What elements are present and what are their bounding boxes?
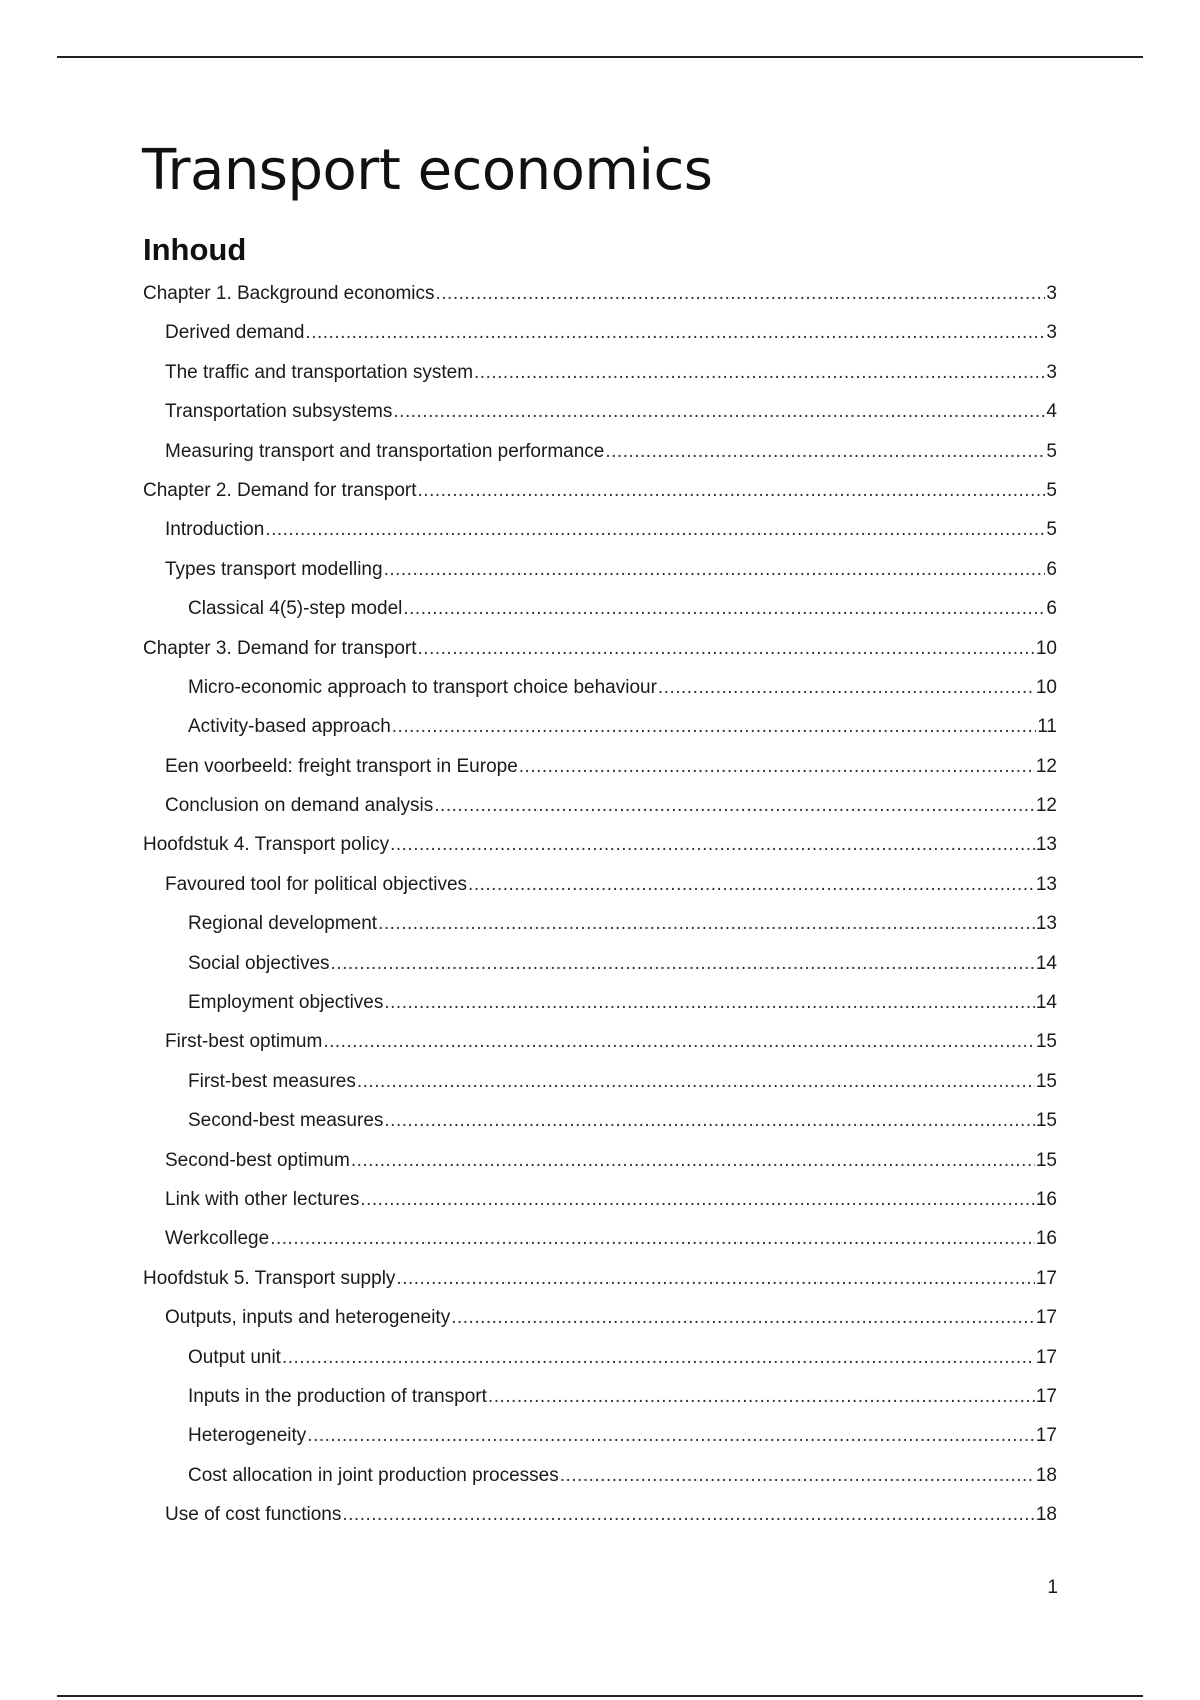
toc-entry-page: 17 xyxy=(1035,1346,1057,1368)
toc-entry-label: Hoofdstuk 5. Transport supply xyxy=(143,1267,396,1289)
toc-entry[interactable] xyxy=(143,559,1057,598)
toc-entry-page: 3 xyxy=(1046,283,1057,304)
toc-entry-page: 5 xyxy=(1046,440,1057,462)
toc-entry[interactable] xyxy=(143,1268,1057,1307)
toc-dot-leader xyxy=(436,283,1046,305)
toc-dot-leader xyxy=(323,1031,1035,1053)
toc-dot-leader xyxy=(357,1071,1035,1093)
toc-dot-leader xyxy=(282,1347,1035,1369)
toc-entry-page: 11 xyxy=(1037,716,1057,738)
table-of-contents xyxy=(143,283,1057,1544)
toc-dot-leader xyxy=(434,795,1035,817)
toc-dot-leader xyxy=(265,519,1045,541)
toc-dot-leader xyxy=(418,480,1046,502)
toc-dot-leader xyxy=(403,598,1045,620)
toc-entry-page: 16 xyxy=(1035,1228,1057,1250)
toc-entry-label: Output unit xyxy=(188,1346,281,1368)
toc-entry[interactable] xyxy=(143,913,1057,952)
toc-entry[interactable] xyxy=(143,519,1057,558)
toc-entry[interactable] xyxy=(143,480,1057,519)
toc-dot-leader xyxy=(519,756,1035,778)
toc-entry-label: Types transport modelling xyxy=(165,558,383,580)
toc-entry-page: 13 xyxy=(1035,873,1057,895)
toc-entry-page: 17 xyxy=(1035,1307,1057,1329)
toc-entry-label: Second-best measures xyxy=(188,1110,384,1132)
toc-entry[interactable] xyxy=(143,1110,1057,1149)
toc-entry[interactable] xyxy=(143,795,1057,834)
toc-entry-label: Introduction xyxy=(165,519,265,541)
toc-entry-page: 18 xyxy=(1035,1464,1057,1486)
toc-entry-label: Conclusion on demand analysis xyxy=(165,795,434,817)
page-number: 1 xyxy=(1047,1577,1058,1598)
toc-entry-page: 14 xyxy=(1035,952,1057,974)
toc-entry[interactable] xyxy=(143,1228,1057,1267)
toc-dot-leader xyxy=(307,1425,1035,1447)
toc-dot-leader xyxy=(488,1386,1035,1408)
toc-entry-label: Cost allocation in joint production processes xyxy=(188,1464,559,1486)
toc-dot-leader xyxy=(305,322,1045,344)
toc-entry-page: 13 xyxy=(1035,913,1057,935)
toc-dot-leader xyxy=(468,874,1035,896)
toc-entry-label: Regional development xyxy=(188,913,378,935)
toc-entry-page: 6 xyxy=(1046,598,1057,620)
toc-entry[interactable] xyxy=(143,362,1057,401)
toc-entry[interactable] xyxy=(143,441,1057,480)
toc-entry-page: 4 xyxy=(1046,401,1057,423)
toc-entry-label: Chapter 3. Demand for transport xyxy=(143,637,417,659)
document-title: Transport economics xyxy=(142,138,713,203)
toc-dot-leader xyxy=(658,677,1035,699)
toc-entry[interactable] xyxy=(143,1189,1057,1228)
toc-dot-leader xyxy=(384,559,1046,581)
toc-entry[interactable] xyxy=(143,1386,1057,1425)
toc-entry-page: 10 xyxy=(1035,676,1057,698)
toc-dot-leader xyxy=(560,1465,1035,1487)
toc-entry-page: 6 xyxy=(1046,558,1057,580)
toc-entry-label: Link with other lectures xyxy=(165,1188,360,1210)
toc-entry-page: 18 xyxy=(1035,1504,1057,1526)
toc-entry-page: 15 xyxy=(1035,1149,1057,1171)
toc-entry-page: 5 xyxy=(1046,519,1057,541)
toc-entry-label: Inputs in the production of transport xyxy=(188,1385,487,1407)
toc-dot-leader xyxy=(360,1189,1035,1211)
toc-entry-label: Hoofdstuk 4. Transport policy xyxy=(143,834,390,856)
toc-entry-page: 3 xyxy=(1046,322,1057,344)
toc-entry-label: Favoured tool for political objectives xyxy=(165,873,468,895)
toc-entry-label: Derived demand xyxy=(165,322,305,344)
toc-entry-label: The traffic and transportation system xyxy=(165,361,474,383)
toc-entry-page: 16 xyxy=(1035,1188,1057,1210)
toc-entry-label: Micro-economic approach to transport choice behaviour xyxy=(188,676,657,698)
toc-entry-label: Chapter 2. Demand for transport xyxy=(143,479,417,501)
toc-dot-leader xyxy=(396,1268,1034,1290)
toc-entry-label: Een voorbeeld: freight transport in Europe xyxy=(165,755,518,777)
toc-dot-leader xyxy=(605,441,1045,463)
toc-entry[interactable] xyxy=(143,1150,1057,1189)
toc-entry-label: Heterogeneity xyxy=(188,1425,307,1447)
toc-entry[interactable] xyxy=(143,322,1057,361)
header-rule xyxy=(57,56,1143,58)
toc-entry[interactable] xyxy=(143,716,1057,755)
toc-entry-page: 12 xyxy=(1035,795,1057,817)
toc-dot-leader xyxy=(331,953,1035,975)
toc-entry[interactable] xyxy=(143,283,1057,322)
toc-entry-label: Werkcollege xyxy=(165,1228,270,1250)
toc-dot-leader xyxy=(384,1110,1034,1132)
toc-entry-label: Employment objectives xyxy=(188,992,384,1014)
footer-rule xyxy=(57,1695,1143,1697)
toc-entry-page: 15 xyxy=(1035,1110,1057,1132)
toc-entry-label: First-best measures xyxy=(188,1070,356,1092)
toc-entry[interactable] xyxy=(143,598,1057,637)
toc-dot-leader xyxy=(392,716,1036,738)
toc-dot-leader xyxy=(270,1228,1035,1250)
toc-entry[interactable] xyxy=(143,1425,1057,1464)
toc-entry-page: 10 xyxy=(1035,637,1057,659)
toc-entry[interactable] xyxy=(143,992,1057,1031)
toc-entry[interactable] xyxy=(143,401,1057,440)
toc-dot-leader xyxy=(418,638,1035,660)
toc-entry[interactable] xyxy=(143,756,1057,795)
toc-entry[interactable] xyxy=(143,1307,1057,1346)
toc-entry-label: First-best optimum xyxy=(165,1031,323,1053)
toc-dot-leader xyxy=(393,401,1045,423)
toc-entry-page: 17 xyxy=(1035,1267,1057,1289)
toc-entry[interactable] xyxy=(143,1504,1057,1543)
toc-dot-leader xyxy=(390,834,1035,856)
toc-entry-page: 5 xyxy=(1046,479,1057,501)
toc-entry[interactable] xyxy=(143,1031,1057,1070)
toc-entry-page: 3 xyxy=(1046,361,1057,383)
toc-entry-label: Activity-based approach xyxy=(188,716,391,738)
toc-entry[interactable] xyxy=(143,1071,1057,1110)
toc-entry-page: 15 xyxy=(1035,1031,1057,1053)
toc-entry-label: Measuring transport and transportation performance xyxy=(165,440,605,462)
toc-dot-leader xyxy=(342,1504,1034,1526)
toc-entry[interactable] xyxy=(143,834,1057,873)
toc-entry-label: Transportation subsystems xyxy=(165,401,393,423)
toc-entry-label: Chapter 1. Background economics xyxy=(143,283,435,304)
toc-heading: Inhoud xyxy=(143,232,247,267)
toc-dot-leader xyxy=(351,1150,1035,1172)
toc-entry[interactable] xyxy=(143,1465,1057,1504)
toc-entry-page: 14 xyxy=(1035,992,1057,1014)
toc-entry-page: 13 xyxy=(1035,834,1057,856)
toc-entry-label: Social objectives xyxy=(188,952,330,974)
toc-entry-page: 17 xyxy=(1035,1385,1057,1407)
toc-entry-page: 12 xyxy=(1035,755,1057,777)
toc-entry-label: Classical 4(5)-step model xyxy=(188,598,403,620)
toc-entry[interactable] xyxy=(143,638,1057,677)
toc-entry[interactable] xyxy=(143,953,1057,992)
toc-dot-leader xyxy=(378,913,1035,935)
toc-dot-leader xyxy=(384,992,1034,1014)
toc-entry-label: Outputs, inputs and heterogeneity xyxy=(165,1307,451,1329)
toc-entry-page: 15 xyxy=(1035,1070,1057,1092)
toc-entry-label: Use of cost functions xyxy=(165,1504,342,1526)
toc-entry[interactable] xyxy=(143,1347,1057,1386)
toc-dot-leader xyxy=(474,362,1045,384)
toc-entry-page: 17 xyxy=(1035,1425,1057,1447)
toc-entry-label: Second-best optimum xyxy=(165,1149,350,1171)
toc-entry[interactable] xyxy=(143,874,1057,913)
toc-dot-leader xyxy=(451,1307,1035,1329)
toc-entry[interactable] xyxy=(143,677,1057,716)
